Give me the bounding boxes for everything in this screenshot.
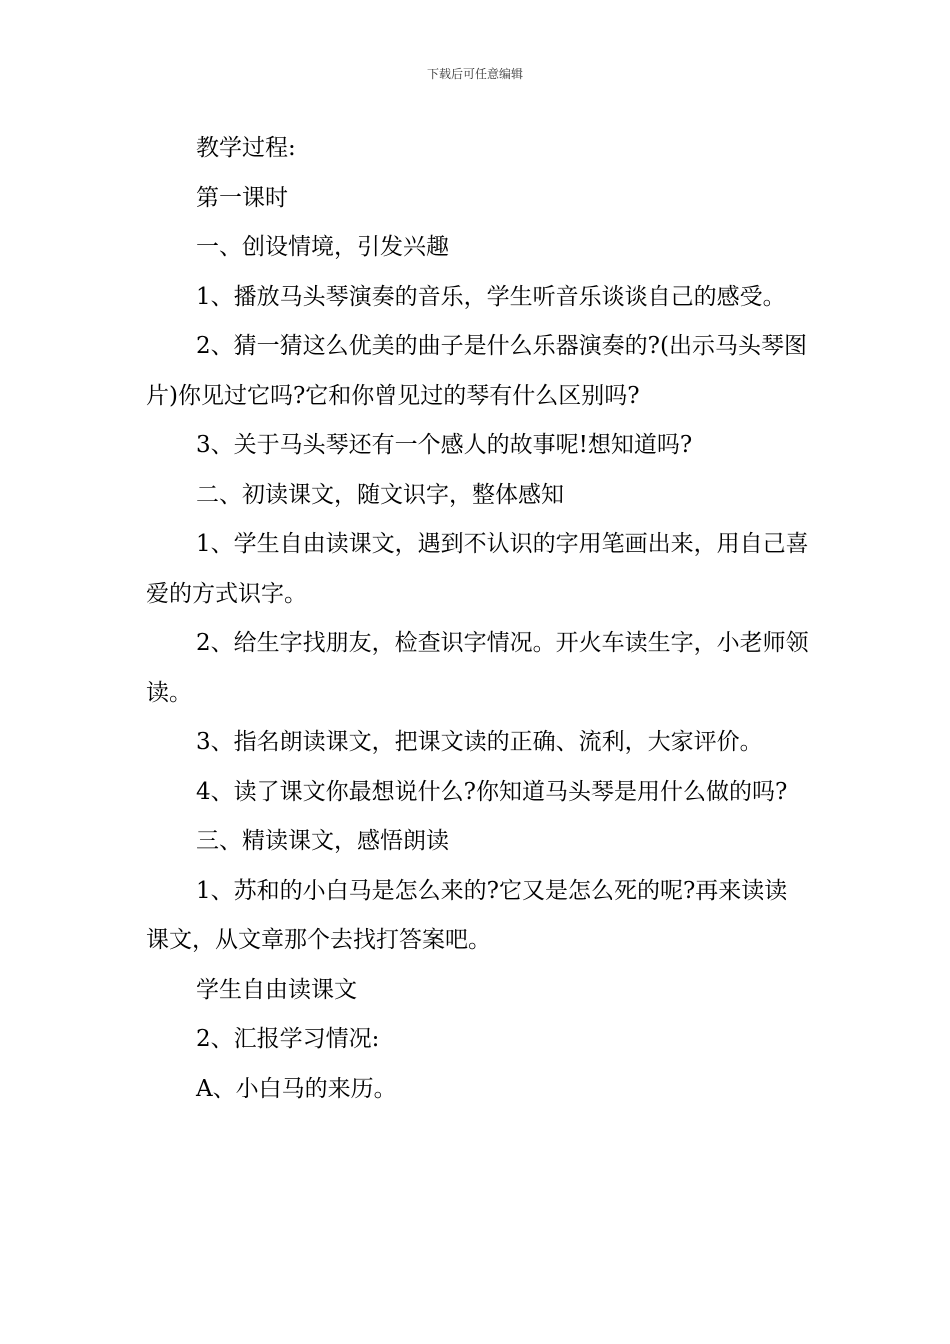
paragraph: 第一课时 [196, 184, 288, 211]
paragraph: 1、播放马头琴演奏的音乐，学生听音乐谈谈自己的感受。 [196, 283, 786, 310]
paragraph: 2、给生字找朋友，检查识字情况。开火车读生字，小老师领读。 [146, 630, 809, 706]
paragraph: 3、关于马头琴还有一个感人的故事呢!想知道吗? [196, 432, 693, 458]
paragraph: 教学过程: [196, 135, 296, 161]
paragraph: 一、创设情境，引发兴趣 [196, 234, 449, 260]
paragraph: 1、学生自由读课文，遇到不认识的字用笔画出来，用自己喜爱的方式识字。 [146, 531, 809, 607]
paragraph: 4、读了课文你最想说什么?你知道马头琴是用什么做的吗? [196, 778, 788, 805]
page-header: 下载后可任意编辑 [426, 67, 523, 81]
paragraph: 2、猜一猜这么优美的曲子是什么乐器演奏的?(出示马头琴图片)你见过它吗?它和你曾见过的琴有什么区别吗? [146, 333, 807, 409]
paragraph: A、小白马的来历。 [196, 1075, 397, 1102]
paragraph: 2、汇报学习情况: [196, 1026, 380, 1052]
paragraph: 3、指名朗读课文，把课文读的正确、流利，大家评价。 [196, 729, 763, 755]
paragraph: 三、精读课文，感悟朗读 [196, 828, 449, 854]
paragraph: 1、苏和的小白马是怎么来的?它又是怎么死的呢?再来读读课文，从文章那个去找打答案吧。 [146, 877, 788, 953]
document-body [146, 124, 810, 1114]
paragraph: 二、初读课文，随文识字，整体感知 [196, 481, 564, 508]
paragraph: 学生自由读课文 [196, 976, 357, 1003]
